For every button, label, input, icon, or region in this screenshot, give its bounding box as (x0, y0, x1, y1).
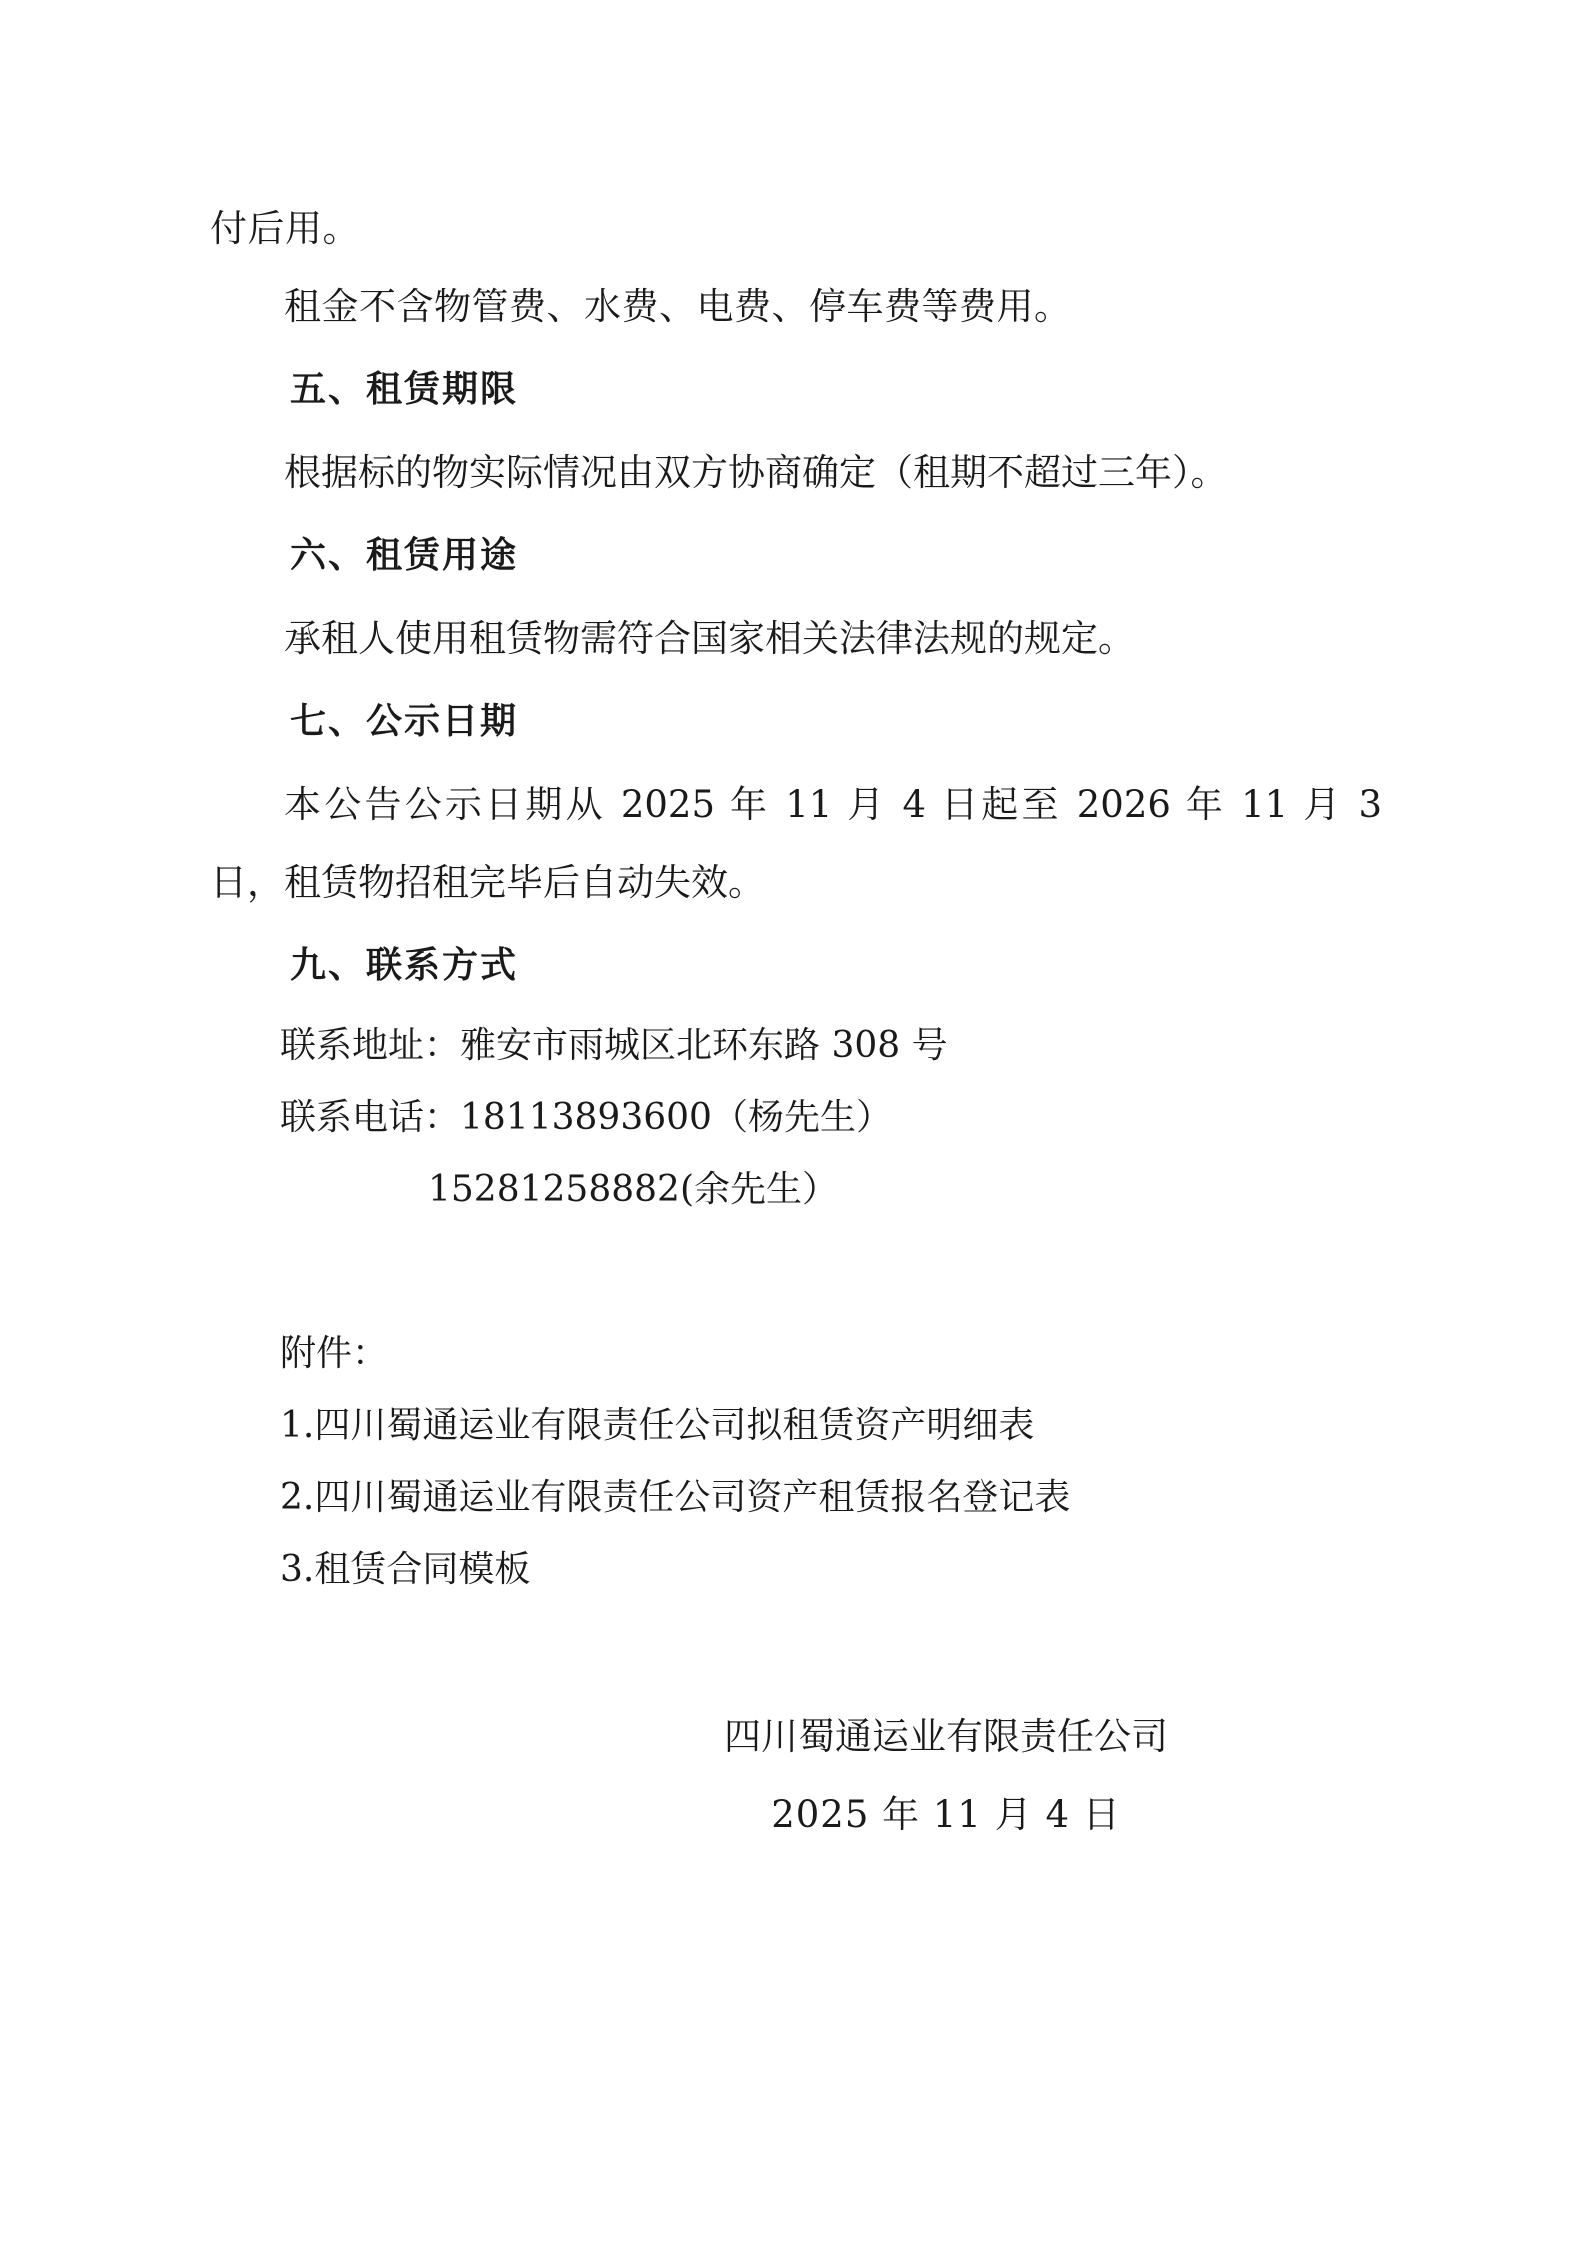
contact-phone-secondary: 15281258882(余先生） (428, 1169, 838, 1210)
attachment-item-1: 1.四川蜀通运业有限责任公司拟租赁资产明细表 (280, 1405, 1035, 1446)
section-body-publicity-date: 本公告公示日期从 2025 年 11 月 4 日起至 2026 年 11 月 3 日，租赁物招租完毕后自动失效。 (210, 783, 1382, 904)
attachment-item-2: 2.四川蜀通运业有限责任公司资产租赁报名登记表 (280, 1477, 1071, 1518)
section-heading-publicity-date: 七、公示日期 (290, 701, 519, 742)
signature-date: 2025 年 11 月 4 日 (771, 1793, 1121, 1836)
contact-address: 联系地址：雅安市雨城区北环东路 308 号 (280, 1025, 948, 1066)
spacer (210, 1226, 1382, 1318)
continuation-line: 付后用。 (210, 207, 360, 250)
section-body-lease-purpose: 承租人使用租赁物需符合国家相关法律法规的规定。 (284, 617, 1135, 660)
rent-exclusions-line: 租金不含物管费、水费、电费、停车费等费用。 (284, 285, 1072, 328)
contact-phone-primary: 联系电话：18113893600（杨先生） (280, 1097, 892, 1138)
section-heading-contact: 九、联系方式 (290, 945, 519, 986)
section-body-lease-term: 根据标的物实际情况由双方协商确定（租期不超过三年）。 (284, 451, 1228, 494)
attachment-item-3: 3.租赁合同模板 (280, 1549, 531, 1590)
section-heading-lease-term: 五、租赁期限 (290, 369, 519, 410)
spacer-signature (210, 1606, 1382, 1698)
attachments-title: 附件： (280, 1333, 389, 1374)
section-heading-lease-purpose: 六、租赁用途 (290, 535, 519, 576)
signature-company: 四川蜀通运业有限责任公司 (724, 1715, 1168, 1758)
